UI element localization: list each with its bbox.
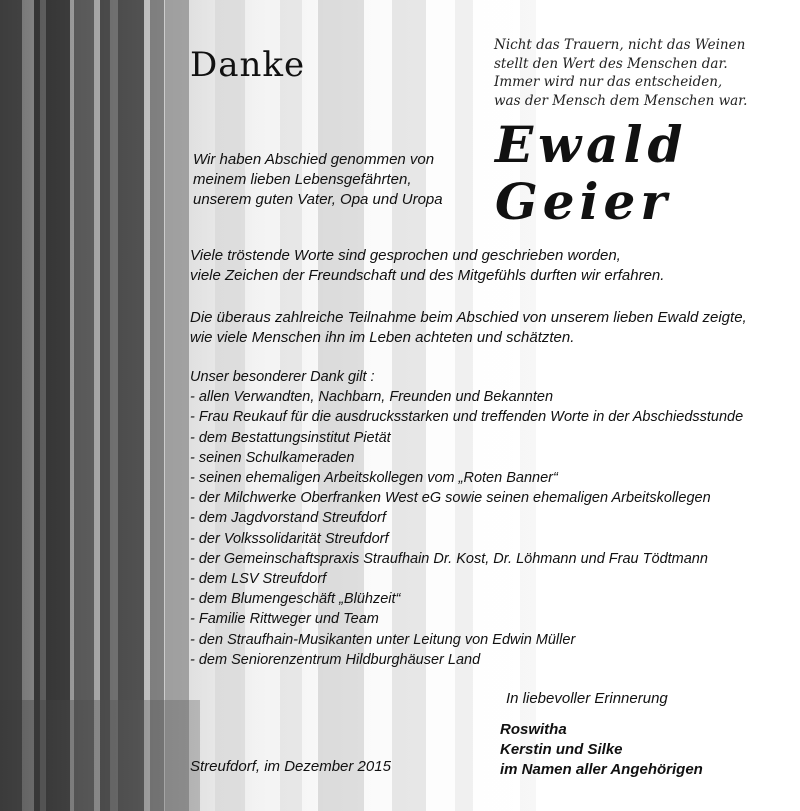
poem [494, 36, 747, 110]
poem-line: Nicht das Trauern, nicht das Weinen [494, 37, 746, 53]
thanks-item: - der Volkssolidarität Streufdorf [190, 530, 389, 547]
poem-line: stellt den Wert des Menschen dar. [494, 55, 728, 72]
poem-line: was der Mensch dem Menschen war. [494, 92, 748, 109]
thanks-item: - dem LSV Streufdorf [190, 571, 327, 588]
place-and-date: Streufdorf, im Dezember 2015 [190, 758, 391, 775]
deceased-last-name: Geier [495, 172, 672, 231]
thanks-heading: Unser besonderer Dank gilt : [190, 369, 375, 385]
thanks-item: - allen Verwandten, Nachbarn, Freunden und Bekannten [190, 389, 554, 406]
deceased-first-name: Ewald [495, 115, 688, 174]
intro-text [193, 150, 443, 210]
signatory: Kerstin und Silke [500, 741, 623, 758]
thanks-list [190, 367, 743, 670]
paragraph-condolences [190, 246, 664, 286]
closing-phrase: In liebevoller Erinnerung [506, 690, 668, 707]
intro-line: meinem lieben Lebensgefährten, [193, 171, 412, 188]
paragraph-line: Viele tröstende Worte sind gesprochen und geschrieben worden, [190, 247, 621, 264]
thanks-item: - dem Blumengeschäft „Blühzeit“ [190, 591, 401, 608]
thanks-item: - der Milchwerke Oberfranken West eG sowie seinen ehemaligen Arbeitskollegen [190, 490, 711, 507]
thanks-item: - seinen Schulkameraden [190, 449, 355, 466]
paragraph-line: wie viele Menschen ihn im Leben achteten und schätzten. [190, 329, 575, 346]
intro-line: Wir haben Abschied genommen von [193, 151, 435, 168]
thanks-item: - Familie Rittweger und Team [190, 611, 379, 628]
signatory: im Namen aller Angehörigen [500, 761, 703, 778]
heading-danke: Danke [190, 45, 306, 85]
thanks-item: - den Straufhain-Musikanten unter Leitung von Edwin Müller [190, 631, 576, 648]
thanks-item: - dem Seniorenzentrum Hildburghäuser Land [190, 651, 481, 668]
thanks-item: - Frau Reukauf für die ausdrucksstarken und treffenden Worte in der Abschiedsstunde [190, 409, 744, 426]
deceased-name [495, 116, 688, 230]
intro-line: unserem guten Vater, Opa und Uropa [193, 191, 443, 208]
paragraph-line: viele Zeichen der Freundschaft und des Mitgefühls durften wir erfahren. [190, 267, 665, 284]
poem-line: Immer wird nur das entscheiden, [494, 74, 723, 90]
thanks-item: - dem Jagdvorstand Streufdorf [190, 510, 386, 527]
signatory: Roswitha [500, 721, 567, 738]
thanks-item: - dem Bestattungsinstitut Pietät [190, 429, 391, 446]
paragraph-line: Die überaus zahlreiche Teilnahme beim Abschied von unserem lieben Ewald zeigte, [190, 309, 747, 326]
signatories [500, 720, 703, 780]
paragraph-attendance [190, 308, 747, 348]
thanks-item: - der Gemeinschaftspraxis Straufhain Dr. Kost, Dr. Löhmann und Frau Tödtmann [190, 550, 708, 567]
thanks-item: - seinen ehemaligen Arbeitskollegen vom „Roten Banner“ [190, 470, 558, 487]
